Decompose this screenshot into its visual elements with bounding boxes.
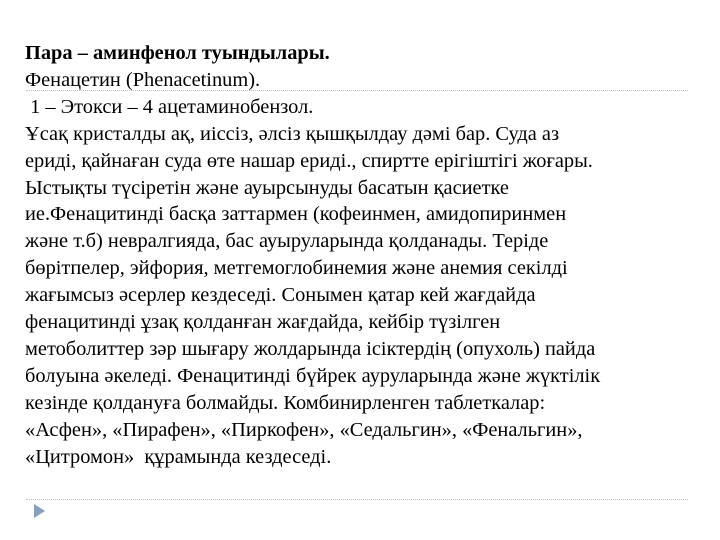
document-title: Пара – аминфенол туындылары. xyxy=(25,42,330,64)
body-line: Ыстықты түсіретін және ауырсынуды басатын қасиетке xyxy=(25,176,509,199)
body-line: және т.б) невралгияда, бас ауыруларында қолданады. Теріде xyxy=(25,230,549,253)
body-line: жағымсыз әсерлер кездеседі. Сонымен қатар кей жағдайда xyxy=(25,284,536,307)
body-line: болуына әкеледі. Фенацитинді бүйрек ауруларында және жүктілік xyxy=(25,364,601,387)
body-line: ериді, қайнаған суда өте нашар ериді., спиртте ерігіштігі жоғары. xyxy=(25,149,593,172)
body-line: метоболиттер зәр шығару жолдарында ісіктердің (опухоль) пайда xyxy=(25,337,596,360)
body-line: «Асфен», «Пирафен», «Пиркофен», «Седальгин», «Фенальгин», xyxy=(25,418,583,441)
body-line: ие.Фенацитинді басқа заттармен (кофеинмен, амидопиринмен xyxy=(25,203,567,226)
body-line: бөрітпелер, эйфория, метгемоглобинемия және анемия секілді xyxy=(25,257,568,280)
body-line: фенацитинді ұзақ қолданған жағдайда, кейбір түзілген xyxy=(25,311,501,334)
document-subtitle: Фенацетин (Phenacetinum). xyxy=(25,68,261,91)
chemical-name: 1 – Этокси – 4 ацетаминобензол. xyxy=(25,95,314,118)
body-line: Ұсақ кристалды ақ, иіссіз, әлсіз қышқылдау дәмі бар. Суда аз xyxy=(25,122,560,145)
play-arrow-icon xyxy=(34,504,45,518)
bottom-divider xyxy=(26,499,688,500)
body-line: кезінде қолдануға болмайды. Комбинирленген таблеткалар: xyxy=(25,391,546,414)
text-block xyxy=(25,40,715,471)
body-line: «Цитромон» құрамында кездеседі. xyxy=(25,445,332,468)
